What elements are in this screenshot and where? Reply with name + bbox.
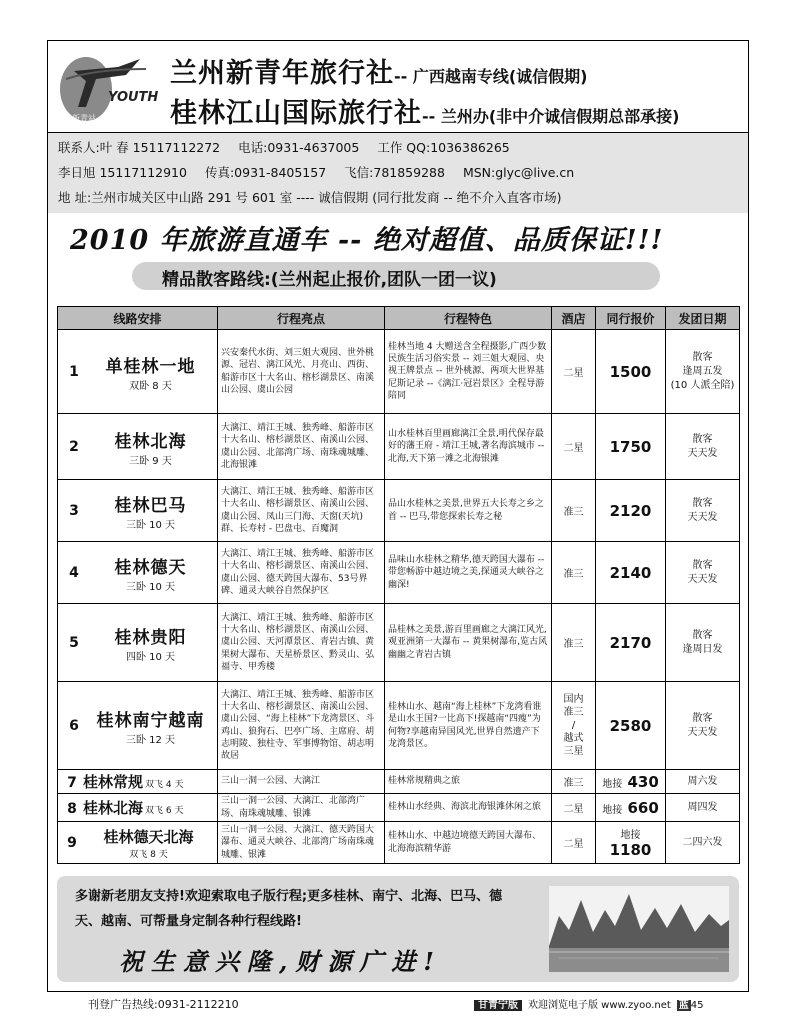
departure-cell: 散客 逢周日发 xyxy=(666,604,740,682)
table-row xyxy=(58,682,740,770)
routes-table xyxy=(57,306,740,864)
price-label: 地接 xyxy=(620,830,641,841)
route-name: 桂林南宁越南 xyxy=(96,710,205,731)
row-number: 2 xyxy=(69,438,79,455)
contact-msn: MSN:glyc@live.cn xyxy=(462,165,575,180)
agency-name-guilin: 桂林江山国际旅行社 xyxy=(170,98,422,129)
route-name: 桂林巴马 xyxy=(114,495,187,516)
route-days: 双飞 6 天 xyxy=(145,806,184,816)
hotel-cell: 准三 xyxy=(552,770,596,794)
hotel-cell: 二星 xyxy=(552,794,596,822)
page-number: 45 xyxy=(690,1000,704,1011)
hotel-cell: 准三 xyxy=(552,542,596,604)
features-cell: 品山水桂林之美景,世界五大长寿之乡之首 -- 巴马,带您探索长寿之秘 xyxy=(385,480,552,542)
contact-person: 联系人:叶 春 15117112272 xyxy=(58,140,221,155)
table-row xyxy=(58,604,740,682)
highlights-cell: 大漓江、靖江王城、独秀峰、船游市区十大名山、榕杉湖景区、南溪山公园、虞山公园、凤山三门海、天窗(天坑)群、长寿村 - 巴盘屯、百魔洞 xyxy=(218,480,385,542)
route-name: 桂林北海 xyxy=(83,799,144,817)
contact-row-1 xyxy=(58,138,524,156)
welcome-text: 欢迎浏览电子版 www.zyoo.net xyxy=(528,1000,671,1011)
price-label: 地接 xyxy=(602,778,623,790)
header xyxy=(48,41,748,131)
price-value: 430 xyxy=(627,772,659,791)
youth-logo-icon xyxy=(56,49,159,127)
price-cell xyxy=(596,770,666,794)
hotel-cell: 二星 xyxy=(552,330,596,414)
tagline-guilin: -- 兰州办(非中介诚信假期总部承接) xyxy=(422,107,680,126)
route-name: 桂林德天北海 xyxy=(103,827,194,846)
highlights-cell: 三山一洞一公园、大漓江、北部湾广场、南珠魂城雕、银滩 xyxy=(218,794,385,822)
price-value: 1180 xyxy=(609,841,652,859)
route-cell xyxy=(58,770,218,794)
route-name: 单桂林一地 xyxy=(105,356,196,377)
subheading-banner xyxy=(132,262,660,290)
route-cell xyxy=(58,542,218,604)
row-number: 5 xyxy=(69,634,79,651)
hotel-cell: 国内 准三 / 越式 三星 xyxy=(552,682,596,770)
route-cell xyxy=(58,682,218,770)
highlights-cell: 三山一洞一公园、大漓江、德天跨国大瀑布、通灵大峡谷、北部湾广场南珠魂城雕、银滩 xyxy=(218,822,385,864)
table-row xyxy=(58,770,740,794)
table-row xyxy=(58,330,740,414)
price-cell xyxy=(596,822,666,864)
guilin-landscape-image xyxy=(549,886,729,972)
header-price: 同行报价 xyxy=(596,307,666,330)
row-number: 3 xyxy=(69,502,79,519)
contact-person-2: 李日旭 15117112910 xyxy=(58,165,187,180)
header-departure: 发团日期 xyxy=(666,307,740,330)
route-days: 双卧 8 天 xyxy=(129,380,172,392)
table-row xyxy=(58,822,740,864)
header-highlights: 行程亮点 xyxy=(218,307,385,330)
departure-cell: 周四发 xyxy=(666,794,740,822)
departure-cell: 散客 逢周五发 (10 人派全陪) xyxy=(666,330,740,414)
publisher-badge: 甘青宁版 xyxy=(474,1000,522,1011)
table-row xyxy=(58,414,740,480)
table-row xyxy=(58,542,740,604)
contact-block xyxy=(48,132,748,213)
header-features: 行程特色 xyxy=(385,307,552,330)
row-number: 4 xyxy=(69,564,79,581)
tagline-lanzhou: -- 广西越南专线(诚信假期) xyxy=(394,67,588,86)
ad-hotline: 刊登广告热线:0931-2112210 xyxy=(88,998,239,1011)
footer-promo xyxy=(57,876,739,982)
route-days: 双飞 8 天 xyxy=(129,849,168,860)
price-label: 地接 xyxy=(602,804,623,816)
price-cell: 1500 xyxy=(596,330,666,414)
features-cell: 山水桂林百里画廊漓江全景,明代保存最好的藩王府 - 靖江王城,著名海滨城市 -- 北海,天下第一滩之北海银滩 xyxy=(385,414,552,480)
route-days: 四卧 10 天 xyxy=(125,651,176,663)
hotel-cell: 二星 xyxy=(552,414,596,480)
row-number: 6 xyxy=(69,717,79,734)
route-days: 三卧 9 天 xyxy=(129,455,172,467)
header-route: 线路安排 xyxy=(58,307,218,330)
route-cell xyxy=(58,822,218,864)
hotel-cell: 二星 xyxy=(552,822,596,864)
features-cell: 桂林山水经典、海滨北海银滩休闲之旅 xyxy=(385,794,552,822)
departure-cell: 散客 天天发 xyxy=(666,414,740,480)
highlights-cell: 大漓江、靖江王城、独秀峰、船游市区十大名山、榕杉湖景区、南溪山公园、虞山公园、北部湾广场、南珠魂城雕、北海银滩 xyxy=(218,414,385,480)
contact-fax: 传真:0931-8405157 xyxy=(204,165,327,180)
publisher-line xyxy=(474,996,704,1011)
logo-caption: 新青站 xyxy=(72,114,96,123)
contact-address: 地 址:兰州市城关区中山路 291 号 601 室 ---- 诚信假期 (同行批发商 -- 绝不介入直客市场) xyxy=(58,190,562,205)
price-cell: 1750 xyxy=(596,414,666,480)
departure-cell: 二四六发 xyxy=(666,822,740,864)
price-cell xyxy=(596,794,666,822)
row-number: 9 xyxy=(67,834,77,851)
departure-cell: 散客 天天发 xyxy=(666,542,740,604)
departure-cell: 散客 天天发 xyxy=(666,682,740,770)
header-hotel: 酒店 xyxy=(552,307,596,330)
route-name: 桂林贵阳 xyxy=(114,627,187,648)
hotel-cell: 准三 xyxy=(552,604,596,682)
route-days: 三卧 10 天 xyxy=(125,519,176,531)
price-cell: 2120 xyxy=(596,480,666,542)
logo-text: YOUTH xyxy=(108,90,159,105)
hotel-cell: 准三 xyxy=(552,480,596,542)
route-days: 三卧 10 天 xyxy=(125,581,176,593)
route-cell xyxy=(58,414,218,480)
contact-fetion: 飞信:781859288 xyxy=(344,165,445,180)
features-cell: 桂林山水、越南“海上桂林”下龙湾看谁是山水王国?一比高下!探越南“四瘦”为何物?享越南异国风光,世界自然遗产下龙湾景区。 xyxy=(385,682,552,770)
footer-wish: 祝生意兴隆,财源广进! xyxy=(119,947,442,976)
highlights-cell: 大漓江、靖江王城、独秀峰、船游市区十大名山、榕杉湖景区、南溪山公园、虞山公园、“海上桂林”下龙湾景区、斗鸡山、狼狗石、巴亭广场、主席府、胡志明陵、独柱寺、军事博物馆、胡志明故居 xyxy=(218,682,385,770)
route-name: 桂林常规 xyxy=(83,773,144,791)
highlights-cell: 大漓江、靖江王城、独秀峰、船游市区十大名山、榕杉湖景区、南溪山公园、虞山公园、天河潭景区、青岩古镇、黄果树大瀑布、天星桥景区、黔灵山、弘福寺、甲秀楼 xyxy=(218,604,385,682)
slogan: 2010 年旅游直通车 -- 绝对超值、品质保证!!! xyxy=(70,225,664,256)
highlights-cell: 大漓江、靖江王城、独秀峰、船游市区十大名山、榕杉湖景区、南溪山公园、虞山公园、德天跨国大瀑布、53号界碑、通灵大峡谷自然保护区 xyxy=(218,542,385,604)
headline-guilin xyxy=(170,91,679,130)
contact-row-2 xyxy=(58,163,588,181)
row-number: 7 xyxy=(67,775,77,791)
table-row xyxy=(58,794,740,822)
features-cell: 桂林当地 4 大赠送含全程摄影,广西少数民族生活习俗实景 -- 刘三姐大观园、央视王牌景点 -- 世外桃源、两项大世界基尼斯记录 --《漓江·冠岩景区》全程导游陪同 xyxy=(385,330,552,414)
page-label: 蓝 xyxy=(678,1000,689,1011)
contact-qq: 工作 QQ:1036386265 xyxy=(377,140,510,155)
route-name: 桂林德天 xyxy=(114,557,187,578)
highlights-cell: 兴安秦代水街、刘三姐大观园、世外桃源、冠岩、漓江风光、月亮山、西街、船游市区十大名山、榕杉湖景区、南溪山公园、虞山公园 xyxy=(218,330,385,414)
highlights-cell: 三山一洞一公园、大漓江 xyxy=(218,770,385,794)
features-cell: 品味山水桂林之精华,德天跨国大瀑布 -- 带您畅游中越边境之美,探通灵大峡谷之幽深! xyxy=(385,542,552,604)
price-cell: 2170 xyxy=(596,604,666,682)
route-cell xyxy=(58,604,218,682)
subheading: 精品散客路线:(兰州起止报价,团队一团一议) xyxy=(162,270,497,290)
route-cell xyxy=(58,794,218,822)
agency-name-lanzhou: 兰州新青年旅行社 xyxy=(170,58,394,89)
route-cell xyxy=(58,330,218,414)
row-number: 8 xyxy=(67,801,77,817)
departure-cell: 周六发 xyxy=(666,770,740,794)
headline-lanzhou xyxy=(170,51,587,90)
footer-message: 多谢新老朋友支持!欢迎索取电子版行程;更多桂林、南宁、北海、巴马、德天、越南、可帮量身定制各种行程线路! xyxy=(75,889,503,929)
route-days: 三卧 12 天 xyxy=(125,734,176,746)
departure-cell: 散客 天天发 xyxy=(666,480,740,542)
price-value: 660 xyxy=(627,798,659,817)
table-row xyxy=(58,480,740,542)
features-cell: 桂林山水、中越边境德天跨国大瀑布、北海海滨精华游 xyxy=(385,822,552,864)
route-days: 双飞 4 天 xyxy=(145,780,184,790)
contact-phone: 电话:0931-4637005 xyxy=(238,140,360,155)
route-cell xyxy=(58,480,218,542)
features-cell: 品桂林之美景,游百里画廊之大漓江风光,观亚洲第一大瀑布 -- 黄果树瀑布,览古风幽幽之青岩古镇 xyxy=(385,604,552,682)
table-header-row xyxy=(58,307,740,330)
price-cell: 2580 xyxy=(596,682,666,770)
row-number: 1 xyxy=(69,363,79,380)
price-cell: 2140 xyxy=(596,542,666,604)
features-cell: 桂林常规精典之旅 xyxy=(385,770,552,794)
contact-row-3 xyxy=(58,188,575,206)
route-name: 桂林北海 xyxy=(114,431,187,452)
